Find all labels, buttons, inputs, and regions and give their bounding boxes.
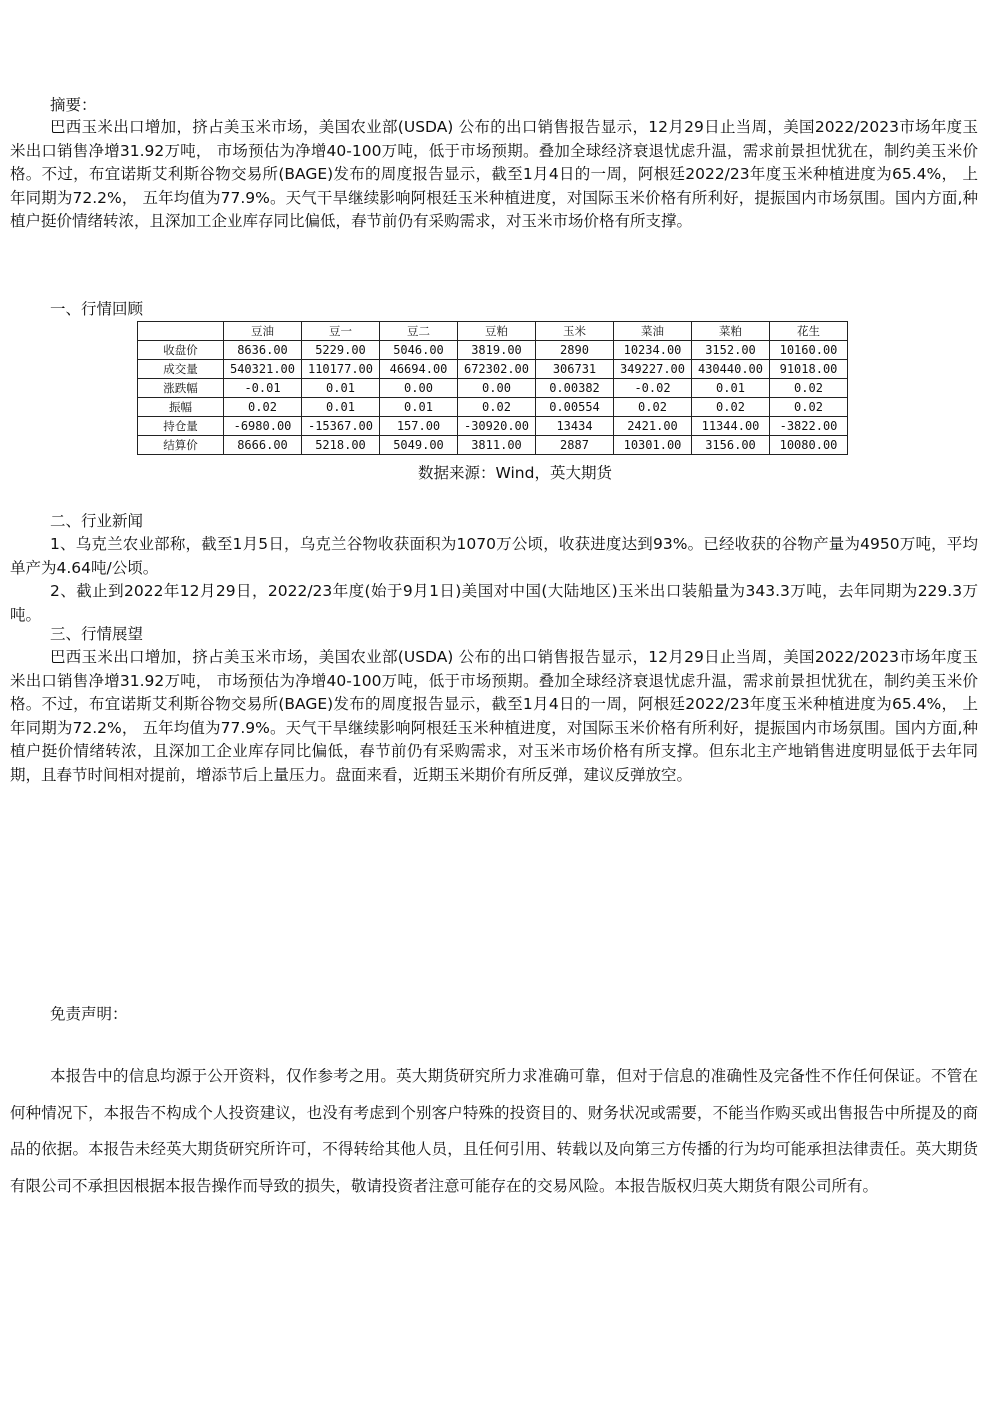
table-cell: 0.01 — [692, 379, 770, 398]
table-cell: 11344.00 — [692, 417, 770, 436]
column-header: 花生 — [770, 322, 848, 341]
table-cell: -0.01 — [224, 379, 302, 398]
market-quotes-table — [137, 321, 848, 455]
column-header: 豆油 — [224, 322, 302, 341]
column-header: 豆二 — [380, 322, 458, 341]
table-row — [138, 360, 848, 379]
table-cell: 5218.00 — [302, 436, 380, 455]
column-header: 菜粕 — [692, 322, 770, 341]
table-cell: 2890 — [536, 341, 614, 360]
table-cell: -15367.00 — [302, 417, 380, 436]
table-cell: -0.02 — [614, 379, 692, 398]
outlook-body — [10, 646, 978, 787]
section-market-review-title: 一、行情回顾 — [50, 300, 144, 318]
table-cell: 8636.00 — [224, 341, 302, 360]
section-industry-news-title: 二、行业新闻 — [50, 512, 144, 530]
table-cell: 157.00 — [380, 417, 458, 436]
row-label: 持仓量 — [138, 417, 224, 436]
table-cell: 0.02 — [770, 379, 848, 398]
table-cell: 2421.00 — [614, 417, 692, 436]
table-cell: 10080.00 — [770, 436, 848, 455]
table-row — [138, 341, 848, 360]
disclaimer-paragraph: 本报告中的信息均源于公开资料，仅作参考之用。英大期货研究所力求准确可靠，但对于信息的准确性及完备性不作任何保证。不管在何种情况下，本报告不构成个人投资建议，也没有考虑到个别客户特殊的投资目的、财务状况或需要，不能当作购买或出售报告中所提及的商品的依据。本报告未经英大期货研究所许可，不得转给其他人员，且任何引用、转载以及向第三方传播的行为均可能承担法律责任。英大期货有限公司不承担因根据本报告操作而导致的损失，敬请投资者注意可能存在的交易风险。本报告版权归英大期货有限公司所有。 — [10, 1067, 978, 1195]
table-cell: 10160.00 — [770, 341, 848, 360]
row-label: 涨跌幅 — [138, 379, 224, 398]
table-cell: 3819.00 — [458, 341, 536, 360]
disclaimer-title: 免责声明： — [50, 1005, 128, 1023]
table-cell: 0.02 — [458, 398, 536, 417]
table-cell: 0.00 — [458, 379, 536, 398]
table-cell: 540321.00 — [224, 360, 302, 379]
table-row — [138, 417, 848, 436]
table-cell: 5229.00 — [302, 341, 380, 360]
industry-news-list — [10, 533, 978, 627]
table-cell: 0.00 — [380, 379, 458, 398]
summary-label: 摘要： — [50, 96, 97, 114]
section-outlook-title: 三、行情展望 — [50, 625, 144, 643]
table-cell: -30920.00 — [458, 417, 536, 436]
table-cell: 8666.00 — [224, 436, 302, 455]
table-cell: 10234.00 — [614, 341, 692, 360]
column-header: 玉米 — [536, 322, 614, 341]
column-header: 豆粕 — [458, 322, 536, 341]
table-cell: 672302.00 — [458, 360, 536, 379]
table-cell: 5046.00 — [380, 341, 458, 360]
table-cell: -3822.00 — [770, 417, 848, 436]
table-cell: 0.01 — [302, 398, 380, 417]
table-cell: 5049.00 — [380, 436, 458, 455]
summary-paragraph: 巴西玉米出口增加，挤占美玉米市场，美国农业部(USDA) 公布的出口销售报告显示，12月29日止当周，美国2022/2023市场年度玉米出口销售净增31.92万吨， 市场预估为净增40-100万吨，低于市场预期。叠加全球经济衰退忧虑升温，需求前景担忧犹在，制约美玉米价格。不过，布宜诺斯艾利斯谷物交易所(BAGE)发布的周度报告显示，截至1月4日的一周，阿根廷2022/23年度玉米种植进度为65.4%， 上年同期为72.2%， 五年均值为77.9%。天气干旱继续影响阿根廷玉米种植进度，对国际玉米价格有所利好，提振国内市场氛围。国内方面,种植户挺价情绪转浓，且深加工企业库存同比偏低，春节前仍有采购需求，对玉米市场价格有所支撑。 — [10, 118, 978, 230]
table-cell: 349227.00 — [614, 360, 692, 379]
disclaimer-body — [10, 1058, 978, 1204]
outlook-paragraph: 巴西玉米出口增加，挤占美玉米市场，美国农业部(USDA) 公布的出口销售报告显示，12月29日止当周，美国2022/2023市场年度玉米出口销售净增31.92万吨， 市场预估为净增40-100万吨，低于市场预期。叠加全球经济衰退忧虑升温，需求前景担忧犹在，制约美玉米价格。不过，布宜诺斯艾利斯谷物交易所(BAGE)发布的周度报告显示，截至1月4日的一周，阿根廷2022/23年度玉米种植进度为65.4%， 上年同期为72.2%， 五年均值为77.9%。天气干旱继续影响阿根廷玉米种植进度，对国际玉米价格有所利好，提振国内市场氛围。国内方面,种植户挺价情绪转浓，且深加工企业库存同比偏低，春节前仍有采购需求，对玉米市场价格有所支撑。但东北主产地销售进度明显低于去年同期，且春节时间相对提前，增添节后上量压力。盘面来看，近期玉米期价有所反弹，建议反弹放空。 — [10, 648, 978, 784]
column-header: 菜油 — [614, 322, 692, 341]
row-label: 结算价 — [138, 436, 224, 455]
table-cell: 0.01 — [380, 398, 458, 417]
column-header: 豆一 — [302, 322, 380, 341]
table-cell: 3152.00 — [692, 341, 770, 360]
table-cell: 3811.00 — [458, 436, 536, 455]
news-item: 2、截止到2022年12月29日，2022/23年度(始于9月1日)美国对中国(大陆地区)玉米出口装船量为343.3万吨，去年同期为229.3万吨。 — [10, 582, 978, 624]
table-cell: 0.02 — [224, 398, 302, 417]
table-cell: 0.02 — [770, 398, 848, 417]
row-label: 收盘价 — [138, 341, 224, 360]
table-header-row — [138, 322, 848, 341]
summary-body — [10, 116, 978, 234]
table-source-note: 数据来源：Wind，英大期货 — [418, 464, 612, 482]
table-corner-cell — [138, 322, 224, 341]
table-cell: 0.01 — [302, 379, 380, 398]
table-cell: 0.02 — [692, 398, 770, 417]
news-item: 1、乌克兰农业部称，截至1月5日，乌克兰谷物收获面积为1070万公顷，收获进度达到93%。已经收获的谷物产量为4950万吨，平均单产为4.64吨/公顷。 — [10, 535, 978, 577]
table-cell: -6980.00 — [224, 417, 302, 436]
table-cell: 0.02 — [614, 398, 692, 417]
row-label: 成交量 — [138, 360, 224, 379]
table-cell: 13434 — [536, 417, 614, 436]
table-cell: 110177.00 — [302, 360, 380, 379]
table-cell: 306731 — [536, 360, 614, 379]
table-row — [138, 398, 848, 417]
table-cell: 10301.00 — [614, 436, 692, 455]
table-cell: 91018.00 — [770, 360, 848, 379]
table-row — [138, 436, 848, 455]
table-cell: 430440.00 — [692, 360, 770, 379]
table-row — [138, 379, 848, 398]
table-cell: 3156.00 — [692, 436, 770, 455]
table-cell: 0.00554 — [536, 398, 614, 417]
row-label: 振幅 — [138, 398, 224, 417]
table-cell: 46694.00 — [380, 360, 458, 379]
table-cell: 0.00382 — [536, 379, 614, 398]
table-cell: 2887 — [536, 436, 614, 455]
